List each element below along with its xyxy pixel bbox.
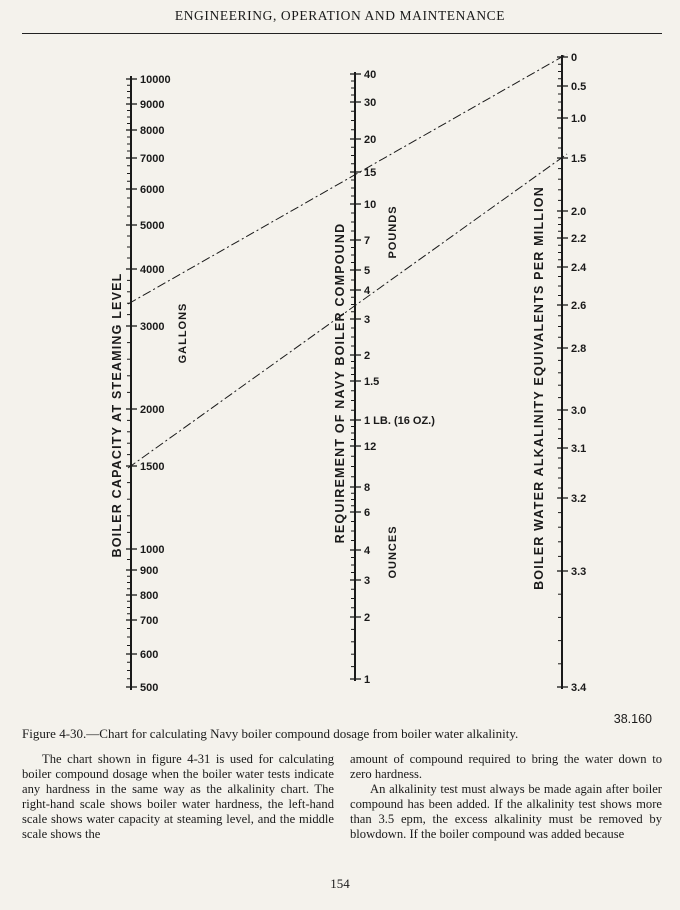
left_scale-tick-label: 700	[140, 615, 159, 627]
right_scale-tick-label: 0	[571, 52, 578, 64]
left_scale-tick-label: 8000	[140, 125, 165, 137]
left_scale-tick-label: 4000	[140, 264, 165, 276]
middle-scale-unit-ounces: OUNCES	[387, 525, 399, 579]
middle_scale-tick-label: 6	[364, 507, 371, 519]
example-line-upper	[128, 54, 567, 304]
right_scale-tick-label: 1.5	[571, 153, 587, 165]
left_scale-tick-label: 2000	[140, 404, 165, 416]
right-scale-title: BOILER WATER ALKALINITY EQUIVALENTS PER MILLION	[532, 186, 546, 590]
middle_scale-tick-label: 1	[364, 674, 371, 686]
figure-number: 38.160	[613, 712, 652, 726]
right_scale-tick-label: 2.4	[571, 262, 587, 274]
left-scale-unit: GALLONS	[177, 302, 189, 364]
right_scale-tick-label: 2.0	[571, 206, 587, 218]
body-paragraph: An alkalinity test must always be made again after boiler compound has been added. If the alkalinity test shows more than 3.5 epm, the excess alkalinity must be removed by blowdown. If the boiler compound was added because	[350, 782, 662, 841]
body-paragraph: amount of compound required to bring the water down to zero hardness.	[350, 752, 662, 781]
left_scale-tick-label: 9000	[140, 99, 165, 111]
middle_scale-tick-label: 10	[364, 199, 377, 211]
middle_scale-tick-label: 40	[364, 69, 377, 81]
middle_scale-tick-label: 15	[364, 167, 377, 179]
figure-caption: Figure 4-30.—Chart for calculating Navy boiler compound dosage from boiler water alkalinity.	[22, 726, 519, 741]
left_scale-tick-label: 800	[140, 590, 159, 602]
left-scale-title: BOILER CAPACITY AT STEAMING LEVEL	[110, 272, 124, 558]
middle_scale-tick-label: 8	[364, 482, 371, 494]
left_scale-tick-label: 600	[140, 649, 159, 661]
right_scale-tick-label: 3.3	[571, 566, 587, 578]
right_scale-tick-label: 3.1	[571, 443, 587, 455]
middle-scale-unit-pounds: POUNDS	[387, 205, 399, 259]
middle_scale-tick-label: 1 LB. (16 OZ.)	[364, 415, 435, 427]
middle-scale-title: REQUIREMENT OF NAVY BOILER COMPOUND	[333, 222, 347, 544]
right_scale-tick-label: 0.5	[571, 81, 587, 93]
page-number: 154	[330, 876, 350, 891]
middle_scale-tick-label: 4	[364, 285, 371, 297]
left_scale-tick-label: 500	[140, 682, 159, 694]
middle_scale-tick-label: 20	[364, 134, 377, 146]
middle_scale-tick-label: 3	[364, 575, 371, 587]
right_scale-tick-label: 1.0	[571, 113, 587, 125]
left_scale-tick-label: 6000	[140, 184, 165, 196]
left_scale-tick-label: 3000	[140, 321, 165, 333]
middle_scale-tick-label: 3	[364, 314, 371, 326]
right_scale-tick-label: 3.4	[571, 682, 587, 694]
middle_scale-tick-label: 2	[364, 350, 371, 362]
right_scale-tick-label: 3.2	[571, 493, 587, 505]
middle_scale-tick-label: 7	[364, 235, 371, 247]
left_scale-tick-label: 900	[140, 565, 159, 577]
body-column-left: The chart shown in figure 4-31 is used for calculating boiler compound dosage when the boiler water tests indicate any hardness in the same way as the alkalinity chart. The right-hand scale shows boiler water hardness, the left-hand scale shows water capacity at steaming level, and the middle scale shows the	[22, 752, 334, 841]
body-column-right	[350, 752, 662, 842]
right_scale-tick-label: 2.8	[571, 343, 587, 355]
left-scale-ticks	[126, 74, 171, 694]
left_scale-tick-label: 5000	[140, 220, 165, 232]
left_scale-tick-label: 10000	[140, 74, 171, 86]
left_scale-tick-label: 7000	[140, 153, 165, 165]
example-line-lower	[128, 154, 567, 468]
middle-scale-ticks	[350, 69, 435, 686]
running-header: ENGINEERING, OPERATION AND MAINTENANCE	[174, 8, 506, 23]
left_scale-tick-label: 1000	[140, 544, 165, 556]
middle_scale-tick-label: 4	[364, 545, 371, 557]
middle_scale-tick-label: 12	[364, 441, 377, 453]
middle_scale-tick-label: 5	[364, 265, 371, 277]
middle_scale-tick-label: 2	[364, 612, 371, 624]
middle_scale-tick-label: 1.5	[364, 376, 380, 388]
right_scale-tick-label: 3.0	[571, 405, 587, 417]
middle_scale-tick-label: 30	[364, 97, 377, 109]
left_scale-tick-label: 1500	[140, 461, 165, 473]
right_scale-tick-label: 2.6	[571, 300, 587, 312]
right_scale-tick-label: 2.2	[571, 233, 587, 245]
